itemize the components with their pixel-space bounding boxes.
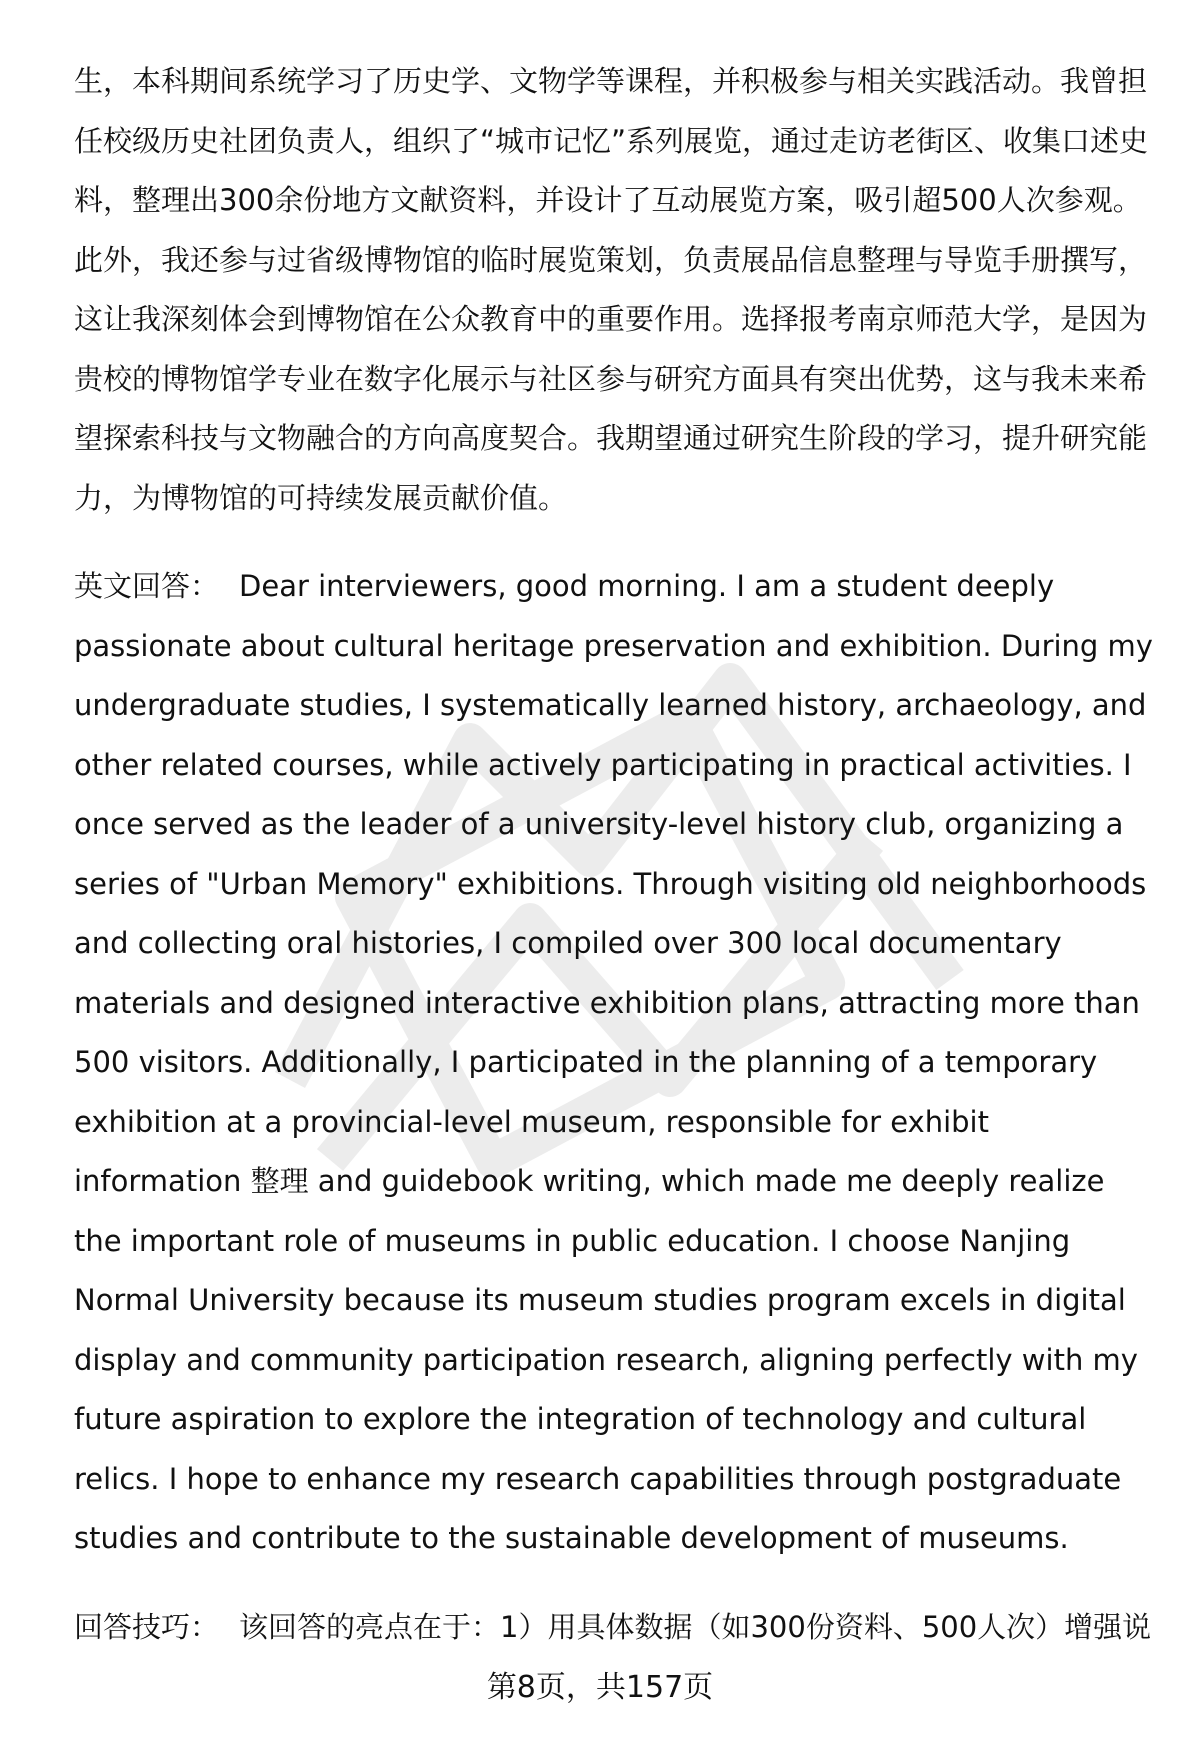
english-answer-label: 英文回答： bbox=[74, 569, 220, 603]
english-answer-paragraph bbox=[74, 557, 1154, 1569]
answer-tips-paragraph bbox=[74, 1598, 1154, 1658]
answer-tips-label: 回答技巧： bbox=[74, 1609, 220, 1644]
english-answer-text: Dear interviewers, good morning. I am a student deeply passionate about cultural heritage preservation and exhibition. During my undergraduate studies, I systematically learned history, archaeology, and other related courses, while actively participating in practical activities. I once served as the leader of a university-level history club, organizing a series of "Urban Memory" exhibitions. Through visiting old neighborhoods and collecting oral histories, I compiled over 300 local documentary materials and designed interactive exhibition plans, attracting more than 500 visitors. Additionally, I participated in the planning of a temporary exhibition at a provincial-level museum, responsible for exhibit information 整理 and guidebook writing, which made me deeply realize the important role of museums in public education. I choose Nanjing Normal University because its museum studies program excels in digital display and community participation research, aligning perfectly with my future aspiration to explore the integration of technology and cultural relics. I hope to enhance my research capabilities through postgraduate studies and contribute to the sustainable development of museums. bbox=[74, 569, 1153, 1555]
chinese-answer-paragraph bbox=[74, 52, 1154, 528]
page-number-footer: 第8页，共157页 bbox=[486, 1670, 714, 1705]
answer-tips-text: 该回答的亮点在于：1）用具体数据（如300份资料、500人次）增强说 bbox=[239, 1609, 1152, 1644]
chinese-answer-text: 生，本科期间系统学习了历史学、文物学等课程，并积极参与相关实践活动。我曾担任校级历史社团负责人，组织了“城市记忆”系列展览，通过走访老街区、收集口述史料，整理出300余份地方文献资料，并设计了互动展览方案，吸引超500人次参观。此外，我还参与过省级博物馆的临时展览策划，负责展品信息整理与导览手册撰写，这让我深刻体会到博物馆在公众教育中的重要作用。选择报考南京师范大学，是因为贵校的博物馆学专业在数字化展示与社区参与研究方面具有突出优势，这与我未来希望探索科技与文物融合的方向高度契合。我期望通过研究生阶段的学习，提升研究能力，为博物馆的可持续发展贡献价值。 bbox=[74, 64, 1149, 515]
document-body bbox=[74, 52, 1154, 1657]
